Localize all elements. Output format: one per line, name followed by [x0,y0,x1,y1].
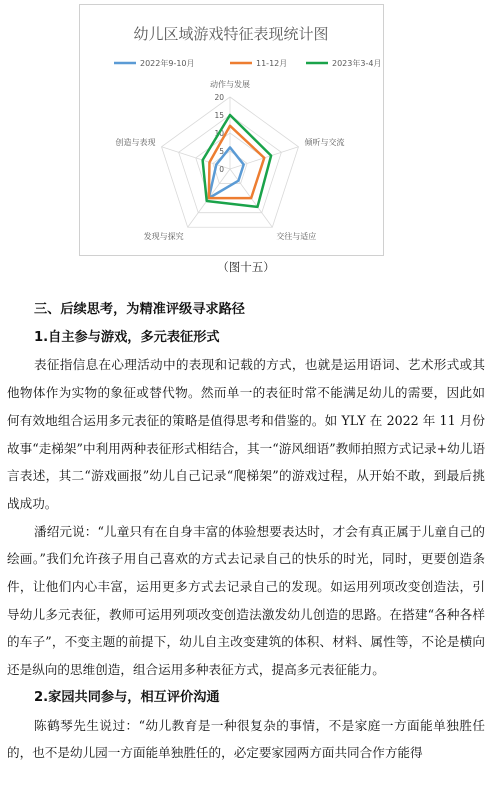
chart-title: 幼儿区域游戏特征表现统计图 [133,25,329,43]
tick-label: 0 [219,165,224,174]
chart-legend [114,58,381,68]
axis-label: 动作与发展 [210,80,250,89]
article-body [7,296,485,767]
section-title: 三、后续思考，为精准评级寻求路径 [34,302,245,317]
paragraph-1: 表征指信息在心理活动中的表现和记载的方式，也就是运用语词、艺术形式或其他物体作为实物的象征或替代物。然而单一的表征时常不能满足幼儿的需要，因此如何有效地组合运用多元表征的策略是值得思考和借鉴的。如 YLY 在 2022 年 11 月份故事“走梯架”中利用两种表征形式相结合，其一“游风细语”教师拍照方式记录+幼儿语言表述，其二“游戏画报”幼儿自己记录“爬梯架”的游戏过程，从开始不敢，到最后挑战成功。 [7,357,485,511]
tick-label: 5 [219,147,224,156]
axis-label: 创造与表现 [115,137,156,147]
axis-label: 交往与适应 [276,232,317,242]
paragraph-3: 陈鹤琴先生说过：“幼儿教育是一种很复杂的事情，不是家庭一方面能单独胜任的，也不是幼儿园一方面能单独胜任的，必定要家园两方面共同合作方能得 [7,717,485,761]
legend-label: 11-12月 [256,59,288,68]
axis-label: 发现与探究 [143,232,184,242]
legend-label: 2023年3-4月 [332,59,382,68]
subsection-title-2: 2.家园共同参与，相互评价沟通 [34,689,220,705]
legend-label: 2022年9-10月 [140,59,195,68]
radar-chart-svg [80,5,383,255]
radar-chart [79,4,384,256]
subsection-title-1: 1.自主参与游戏，多元表征形式 [34,329,220,345]
tick-label: 10 [214,129,224,138]
tick-label: 15 [214,111,224,120]
axis-label: 倾听与交流 [304,137,345,147]
radar-grid [162,93,299,227]
tick-label: 20 [214,93,224,102]
figure-caption: （图十五） [217,260,275,274]
paragraph-2: 潘绍元说：“儿童只有在自身丰富的体验想要表达时，才会有真正属于儿童自己的绘画。”我们允许孩子用自己喜欢的方式去记录自己的快乐的时光，同时，更要创造条件，让他们内心丰富，运用更多方式去记录自己的发现。如运用列项改变创造法，引导幼儿多元表征，教师可运用列项改变创造法激发幼儿创造的思路。在搭建“各种各样的车子”，不变主题的前提下，幼儿自主改变建筑的体积、材料、属性等，不论是横向还是纵向的思维创造，组合运用多种表征方式，提高多元表征能力。 [7,523,485,678]
